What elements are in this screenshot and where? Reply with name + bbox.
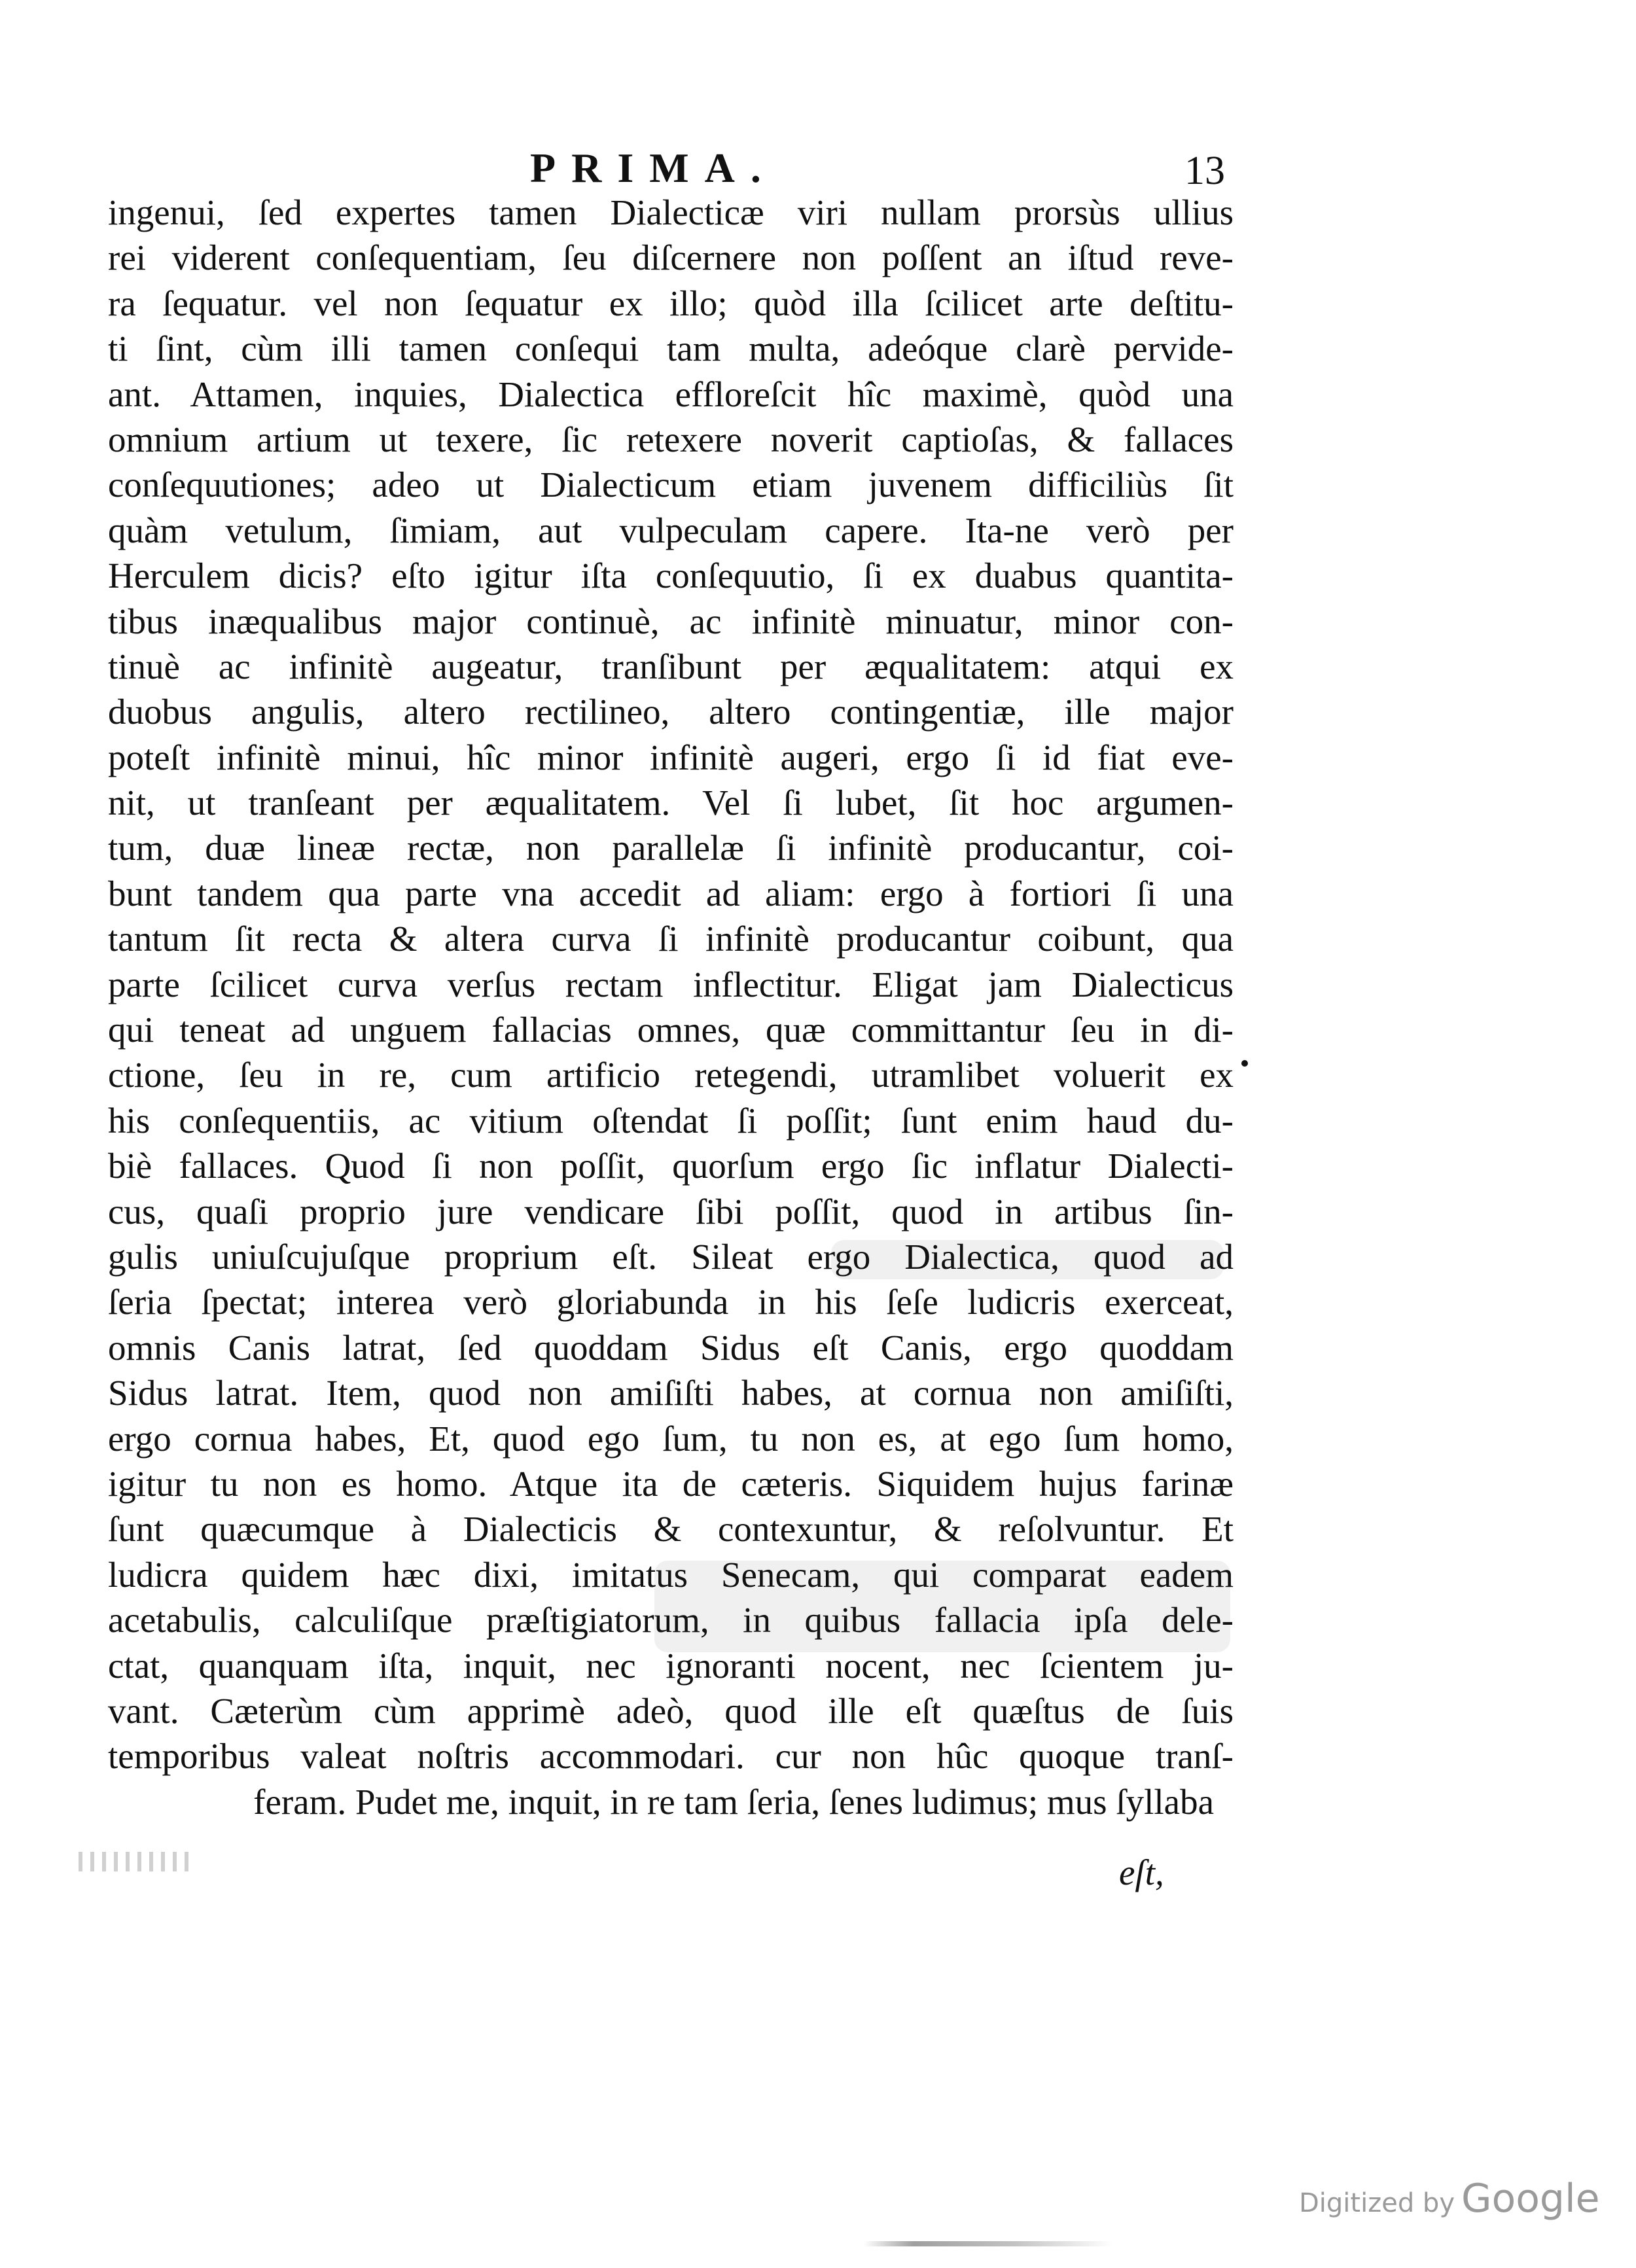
text-line: poteſt infinitè minui, hîc minor infinitè augeri, ergo ſi id fiat eve- <box>108 737 1234 777</box>
text-line: ti ſint, cùm illi tamen conſequi tam multa, adeóque clarè pervide- <box>108 328 1234 369</box>
digitized-prefix: Digitized by <box>1299 2188 1455 2218</box>
running-title: PRIMA. <box>530 145 777 191</box>
text-line: igitur tu non es homo. Atque ita de cæteris. Siquidem hujus farinæ <box>108 1463 1234 1504</box>
catchword: eſt, <box>1119 1852 1164 1892</box>
text-line: ludicra quidem hæc dixi, imitatus Senecam, qui comparat eadem <box>108 1554 1234 1595</box>
digitized-watermark <box>1299 2176 1600 2222</box>
text-line: omnis Canis latrat, ſed quoddam Sidus eſt Canis, ergo quoddam <box>108 1327 1234 1368</box>
text-line: temporibus valeat noſtris accommodari. cur non hûc quoque tranſ- <box>108 1736 1234 1777</box>
scan-specks <box>79 1852 196 1871</box>
text-line: parte ſcilicet curva verſus rectam inflectitur. Eligat jam Dialecticus <box>108 964 1234 1004</box>
text-line: ctat, quanquam iſta, inquit, nec ignoranti nocent, nec ſcientem ju- <box>108 1645 1234 1686</box>
text-line: tibus inæqualibus major continuè, ac infinitè minuatur, minor con- <box>108 601 1234 641</box>
page-number: 13 <box>1184 149 1225 193</box>
text-line: qui teneat ad unguem fallacias omnes, quæ committantur ſeu in di- <box>108 1010 1234 1050</box>
scan-smudge <box>864 2241 1112 2246</box>
text-line: tum, duæ lineæ rectæ, non parallelæ ſi infinitè producantur, coi- <box>108 828 1234 868</box>
body-text <box>108 190 1234 1824</box>
text-line: cus, quaſi proprio jure vendicare ſibi poſſit, quod in artibus ſin- <box>108 1191 1234 1231</box>
text-line: ingenui, ſed expertes tamen Dialecticæ viri nullam prorsùs ullius <box>108 192 1234 232</box>
margin-ink-dot <box>1241 1060 1248 1067</box>
text-line: feram. Pudet me, inquit, in re tam ſeria, ſenes ludimus; mus ſyllaba <box>253 1781 1214 1822</box>
google-logo-text: Google <box>1461 2176 1600 2222</box>
text-line: ant. Attamen, inquies, Dialectica effloreſcit hîc maximè, quòd una <box>108 374 1234 414</box>
text-line: tantum ſit recta & altera curva ſi infinitè producantur coibunt, qua <box>108 919 1234 959</box>
text-line: ergo cornua habes, Et, quod ego ſum, tu non es, at ego ſum homo, <box>108 1418 1234 1459</box>
text-line: bunt tandem qua parte vna accedit ad aliam: ergo à fortiori ſi una <box>108 873 1234 913</box>
text-line: conſequutiones; adeo ut Dialecticum etiam juvenem difficiliùs ſit <box>108 465 1234 505</box>
text-line: ctione, ſeu in re, cum artificio retegendi, utramlibet voluerit ex <box>108 1055 1234 1095</box>
text-line: rei viderent conſequentiam, ſeu diſcernere non poſſent an iſtud reve- <box>108 238 1234 278</box>
text-line: ſeria ſpectat; interea verò gloriabunda in his ſeſe ludicris exerceat, <box>108 1282 1234 1322</box>
text-line: ſunt quæcumque à Dialecticis & contexuntur, & reſolvuntur. Et <box>108 1509 1234 1550</box>
text-line: vant. Cæterùm cùm apprimè adeò, quod ille eſt quæſtus de ſuis <box>108 1690 1234 1731</box>
text-line: biè fallaces. Quod ſi non poſſit, quorſum ergo ſic inflatur Dialecti- <box>108 1146 1234 1186</box>
text-line: his conſequentiis, ac vitium oſtendat ſi poſſit; ſunt enim haud du- <box>108 1100 1234 1141</box>
text-line: quàm vetulum, ſimiam, aut vulpeculam capere. Ita-ne verò per <box>108 510 1234 550</box>
text-line: acetabulis, calculiſque præſtigiatorum, in quibus fallacia ipſa dele- <box>108 1600 1234 1640</box>
text-line: gulis uniuſcujuſque proprium eſt. Sileat ergo Dialectica, quod ad <box>108 1236 1234 1277</box>
text-line: tinuè ac infinitè augeatur, tranſibunt per æqualitatem: atqui ex <box>108 646 1234 686</box>
running-head <box>0 144 1636 196</box>
text-line: nit, ut tranſeant per æqualitatem. Vel ſi lubet, ſit hoc argumen- <box>108 783 1234 823</box>
text-line: Herculem dicis? eſto igitur iſta conſequutio, ſi ex duabus quantita- <box>108 556 1234 596</box>
text-line: Sidus latrat. Item, quod non amiſiſti habes, at cornua non amiſiſti, <box>108 1373 1234 1413</box>
text-line: ra ſequatur. vel non ſequatur ex illo; quòd illa ſcilicet arte deſtitu- <box>108 283 1234 323</box>
text-line: duobus angulis, altero rectilineo, altero contingentiæ, ille major <box>108 692 1234 732</box>
text-line: omnium artium ut texere, ſic retexere noverit captioſas, & fallaces <box>108 419 1234 459</box>
